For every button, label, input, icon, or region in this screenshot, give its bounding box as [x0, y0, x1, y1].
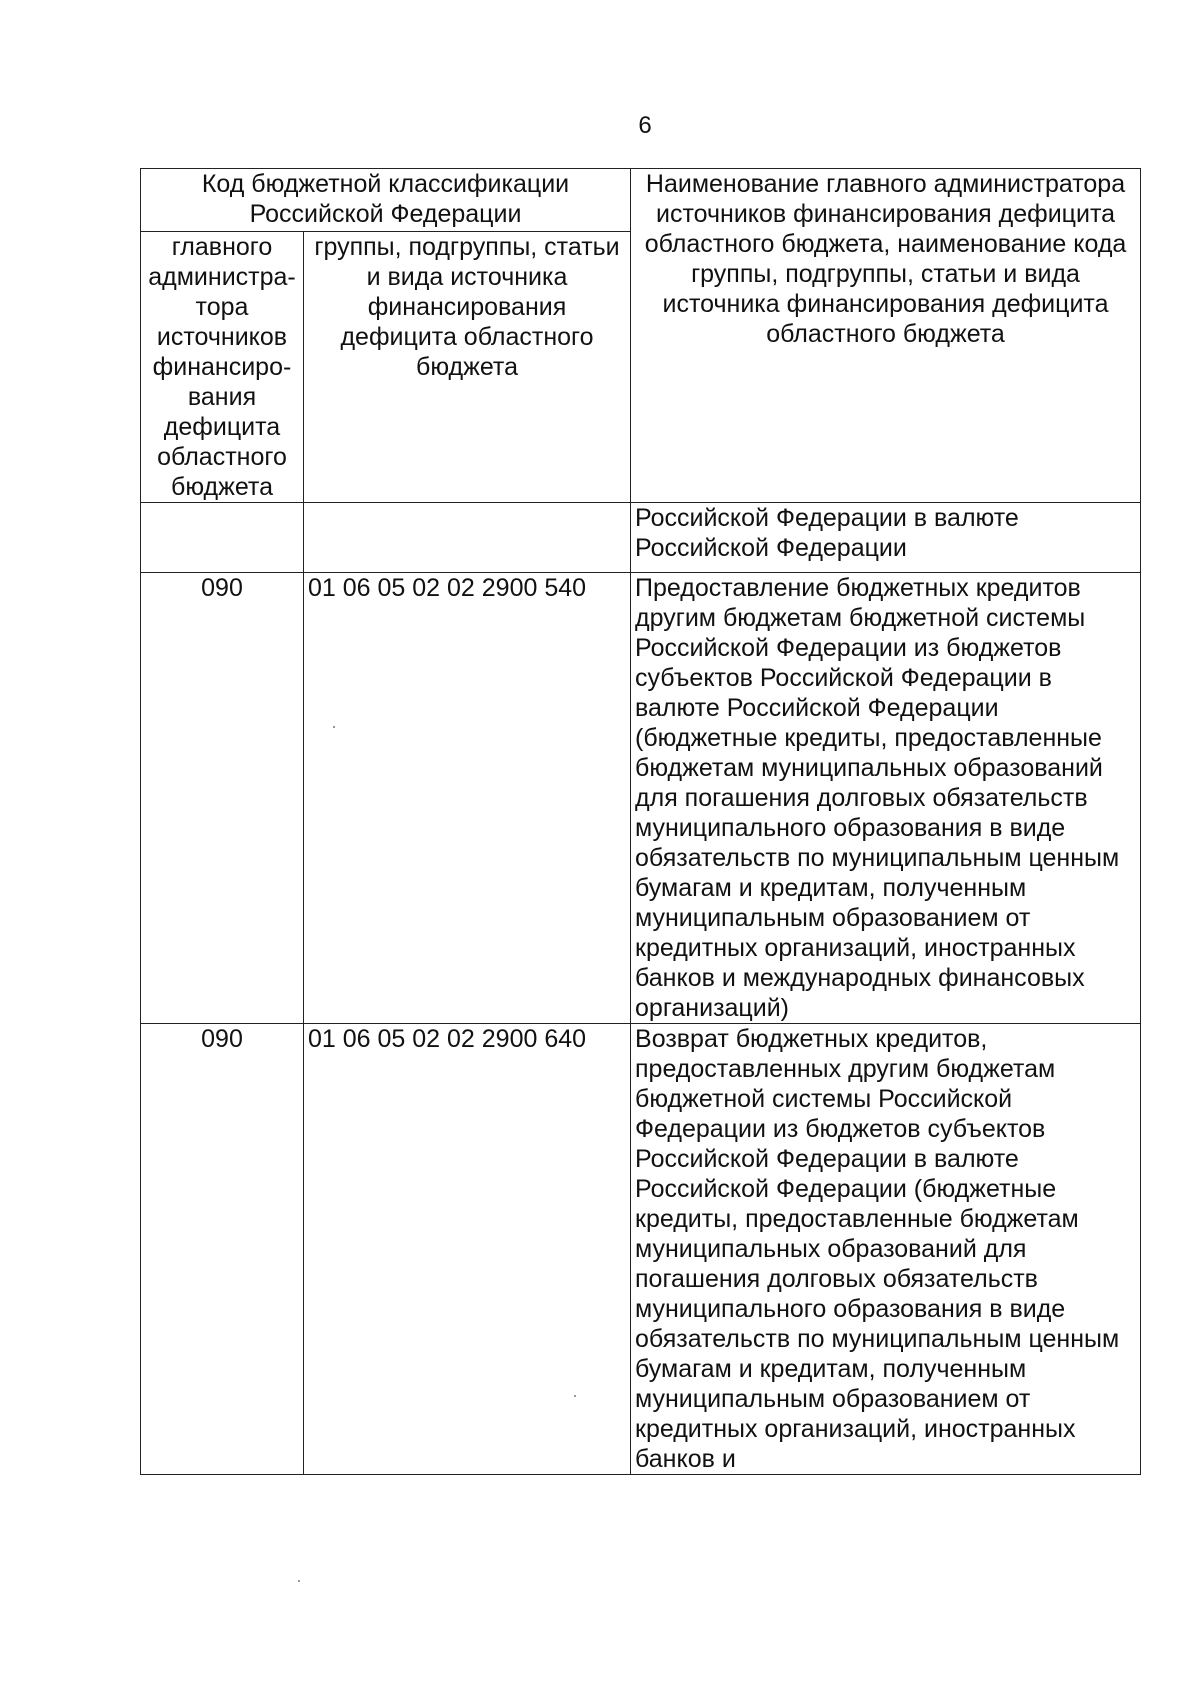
table-header-row — [141, 169, 1141, 232]
header-name-column: Наименование главного администратора источников финансирования дефицита областного бюджета, наименование кода группы, подгруппы, статьи и вида источника финансирования дефицита областного бюджета — [631, 169, 1141, 503]
table-cell-description: Предоставление бюджетных кредитов другим бюджетам бюджетной системы Российской Федерации из бюджетов субъектов Российской Федерации в валюте Российской Федерации (бюджетные кредиты, предоставленные бюджетам муниципальных образований для погашения долговых обязательств муниципального образования в виде обязательств по муниципальным ценным бумагам и кредитам, полученным муниципальным образованием от кредитных организаций, иностранных банков и международных финансовых организаций) — [631, 573, 1141, 1024]
table-cell-code — [304, 503, 631, 573]
table-row — [141, 573, 1141, 1024]
table-cell-admin: 090 — [141, 573, 304, 1024]
table-cell-admin — [141, 503, 304, 573]
table-row — [141, 1024, 1141, 1475]
page-number: 6 — [638, 112, 652, 139]
header-code-column: группы, подгруппы, статьи и вида источника финансирования дефицита областного бюджета — [304, 232, 631, 503]
table-cell-description: Возврат бюджетных кредитов, предоставленных другим бюджетам бюджетной системы Российской Федерации из бюджетов субъектов Российской Федерации в валюте Российской Федерации (бюджетные кредиты, предоставленные бюджетам муниципальных образований для погашения долговых обязательств муниципального образования в виде обязательств по муниципальным ценным бумагам и кредитам, полученным муниципальным образованием от кредитных организаций, иностранных банков и — [631, 1024, 1141, 1475]
table-cell-code: 01 06 05 02 02 2900 640 — [304, 1024, 631, 1475]
header-budget-code-group: Код бюджетной классификации Российской Федерации — [141, 169, 631, 232]
table-cell-description: Российской Федерации в валюте Российской Федерации — [631, 503, 1141, 573]
table-row-continuation — [141, 503, 1141, 573]
table-cell-code: 01 06 05 02 02 2900 540 — [304, 573, 631, 1024]
header-admin-column: главного администра-тора источников финансиро-вания дефицита областного бюджета — [141, 232, 304, 503]
scan-speck — [333, 726, 335, 728]
scan-speck — [298, 1580, 300, 1582]
table-cell-admin: 090 — [141, 1024, 304, 1475]
budget-classification-table — [140, 168, 1141, 1475]
scan-speck — [574, 1395, 576, 1397]
